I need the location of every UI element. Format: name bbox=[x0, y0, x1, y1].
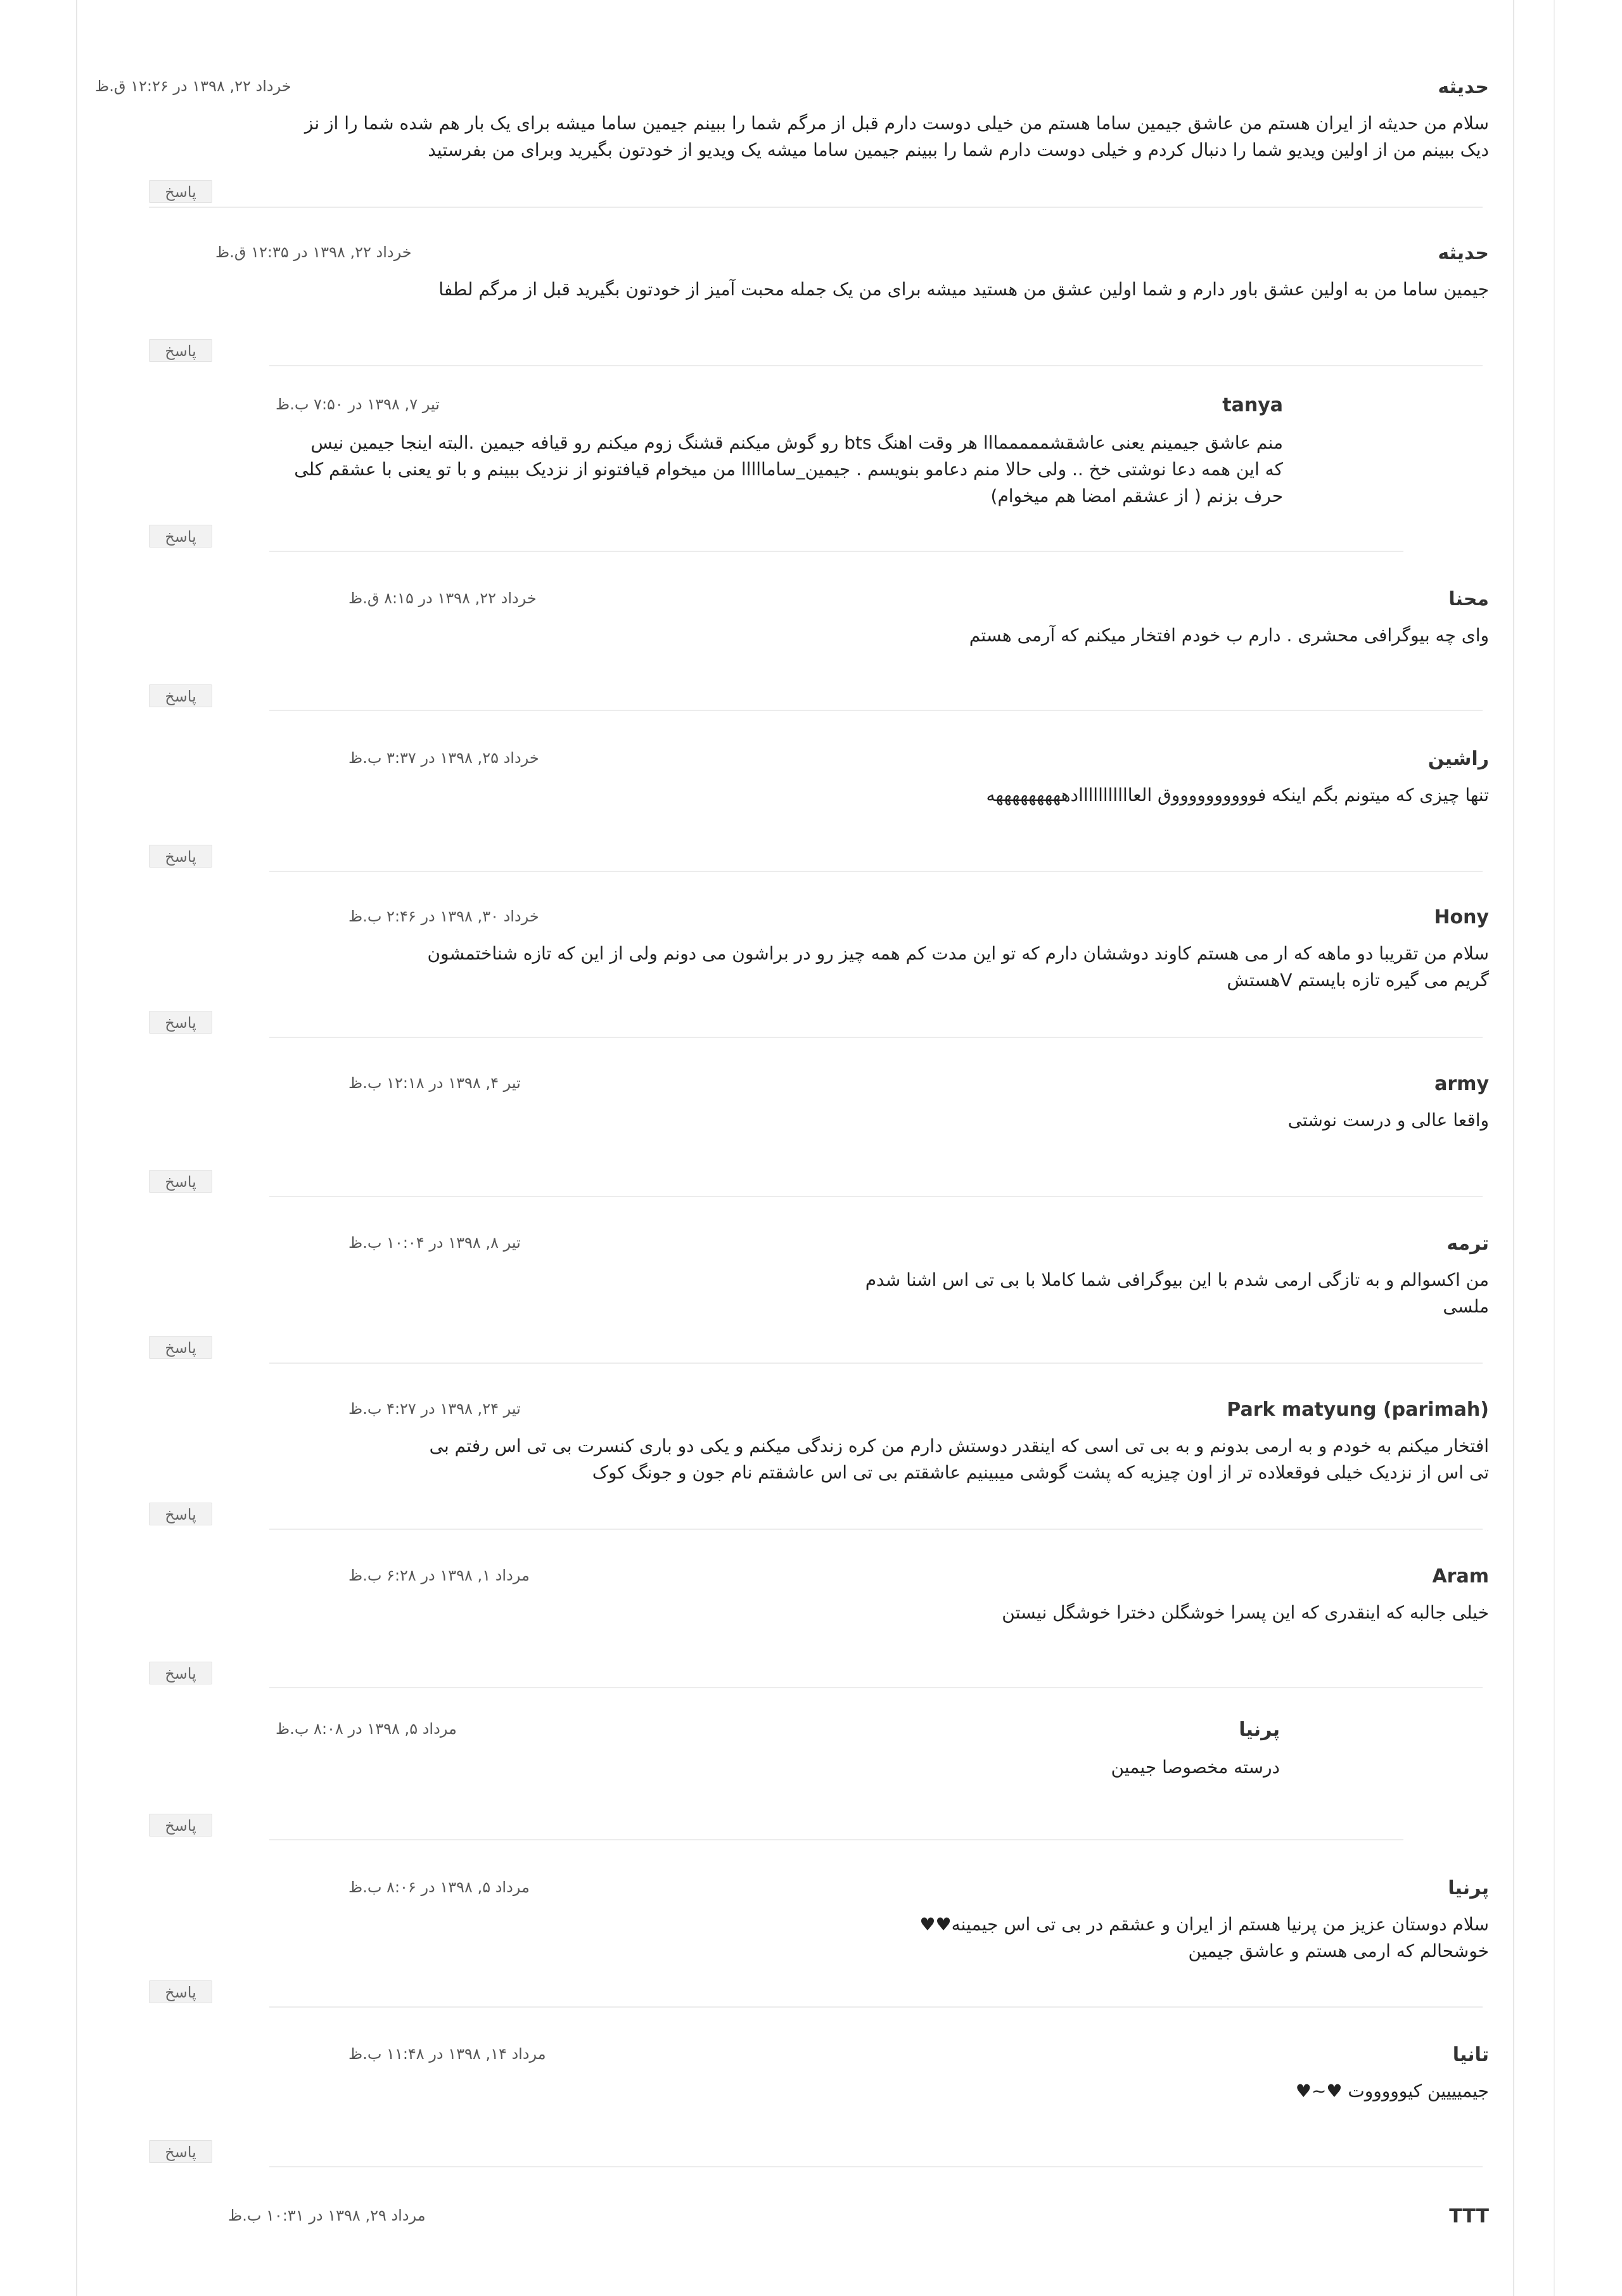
right-border bbox=[1513, 0, 1514, 2296]
comment-date[interactable]: مرداد ۱, ۱۳۹۸ در ۶:۲۸ ب.ظ bbox=[348, 1567, 530, 1584]
comment-body bbox=[1296, 2078, 1489, 2105]
reply-button[interactable]: پاسخ bbox=[149, 525, 212, 548]
comment-line: منم عاشق جیمینم یعنی عاشقشمممممااا هر وقت اهنگ bts رو گوش میکنم قشنگ زوم میکنم رو قیافه جیمین .البته اینجا جیمین نیس bbox=[310, 432, 1283, 453]
comment-line: افتخار میکنم به خودم و به ارمی بدونم و به بی تی اسی که اینقدر دوستش دارم من کره زندگی میکنم و یکی دو باری کنسرت بی تی اس رفتم بی bbox=[429, 1435, 1489, 1456]
comment-separator bbox=[269, 551, 1403, 552]
comment-body bbox=[427, 940, 1489, 994]
comment-line: که این همه دعا نوشتی خخ .. ولی حالا منم دعامو بنویسم . جیمین_سامااااا من میخوام قیافتونو از نزدیک ببینم و با تو یعنی با عشقم کلی bbox=[294, 459, 1283, 480]
reply-button[interactable]: پاسخ bbox=[149, 1503, 212, 1525]
comment-date[interactable]: تیر ۷, ۱۳۹۸ در ۷:۵۰ ب.ظ bbox=[276, 395, 440, 413]
comment-separator bbox=[269, 1529, 1483, 1530]
comment-line: جیمیییین کیوووووت ♥~♥ bbox=[1295, 2081, 1489, 2101]
comment-author: Park matyung (parimah) bbox=[1227, 1399, 1489, 1421]
reply-button[interactable]: پاسخ bbox=[149, 1814, 212, 1837]
comment-body bbox=[1002, 1600, 1489, 1626]
comment-separator bbox=[269, 2006, 1483, 2008]
left-border bbox=[76, 0, 77, 2296]
comment-line: خوشحالم که ارمی هستم و عاشق جیمین bbox=[1188, 1940, 1489, 1961]
comment-date[interactable]: خرداد ۲۵, ۱۳۹۸ در ۳:۳۷ ب.ظ bbox=[348, 749, 539, 767]
comment-line: سلام دوستان عزیز من پرنیا هستم از ایران و عشقم در بی تی اس جیمینه♥♥ bbox=[919, 1914, 1489, 1935]
comment-date[interactable]: خرداد ۲۲, ۱۳۹۸ در ۱۲:۲۶ ق.ظ bbox=[95, 77, 291, 95]
comment-body bbox=[865, 1267, 1489, 1320]
reply-button[interactable]: پاسخ bbox=[149, 684, 212, 707]
comment-line: وای چه بیوگرافی محشری . دارم ب خودم افتخار میکنم که آرمی هستم bbox=[969, 625, 1489, 646]
comment-author: army bbox=[1434, 1073, 1489, 1095]
comment-separator bbox=[269, 1363, 1483, 1364]
comment-separator bbox=[269, 871, 1483, 872]
comment-body bbox=[430, 1433, 1489, 1486]
comment-line: درسته مخصوصا جیمین bbox=[1111, 1757, 1280, 1778]
comment-line: سلام من حدیثه از ایران هستم من عاشق جیمین ساما هستم من خیلی دوست دارم قبل از مرگم شما را ببینم جیمین ساما میشه برای یک بار هم شده شما را از نز bbox=[304, 113, 1489, 134]
comment-line: تی اس از نزدیک خیلی فوقعلاده تر از اون چیزیه که پشت گوشی میبینیم عاشقتم بی تی اس عاشقتم نام جون و جونگ کوک bbox=[592, 1462, 1489, 1483]
comment-date[interactable]: مرداد ۲۹, ۱۳۹۸ در ۱۰:۳۱ ب.ظ bbox=[228, 2207, 426, 2224]
comment-line: من اکسوالم و به تازگی ارمی شدم با این بیوگرافی شما کاملا با بی تی اس اشنا شدم bbox=[865, 1269, 1489, 1290]
comment-date[interactable]: خرداد ۲۲, ۱۳۹۸ در ۱۲:۳۵ ق.ظ bbox=[215, 243, 412, 261]
comment-separator bbox=[149, 207, 1483, 208]
comment-author: TTT bbox=[1449, 2205, 1489, 2228]
comment-line: تنها چیزی که میتونم بگم اینکه فووووووووووق العااااااااااادهههههههههه bbox=[986, 785, 1489, 805]
comment-author: Aram bbox=[1432, 1565, 1489, 1587]
reply-button[interactable]: پاسخ bbox=[149, 339, 212, 362]
reply-button[interactable]: پاسخ bbox=[149, 1011, 212, 1034]
comment-line: جیمین ساما من به اولین عشق باور دارم و شما اولین عشق من هستید میشه برای من یک جمله محبت آمیز از خودتون بگیرید قبل از مرگم لطفا bbox=[438, 279, 1489, 300]
comment-separator bbox=[269, 1687, 1483, 1688]
comment-line: حرف بزنم ( از عشقم امضا هم میخوام) bbox=[990, 485, 1283, 506]
right-outer-border bbox=[1554, 0, 1555, 2296]
comment-separator bbox=[269, 710, 1483, 711]
comment-date[interactable]: مرداد ۵, ۱۳۹۸ در ۸:۰۶ ب.ظ bbox=[348, 1878, 530, 1896]
comment-date[interactable]: تیر ۸, ۱۳۹۸ در ۱۰:۰۴ ب.ظ bbox=[348, 1234, 521, 1252]
comment-separator bbox=[269, 2166, 1483, 2167]
comment-author: پرنیا bbox=[1239, 1719, 1280, 1741]
comment-date[interactable]: تیر ۴, ۱۳۹۸ در ۱۲:۱۸ ب.ظ bbox=[348, 1074, 521, 1092]
reply-button[interactable]: پاسخ bbox=[149, 2140, 212, 2163]
comment-date[interactable]: تیر ۲۴, ۱۳۹۸ در ۴:۲۷ ب.ظ bbox=[348, 1400, 521, 1418]
comment-author: پرنیا bbox=[1448, 1877, 1489, 1899]
comment-line: دیک ببینم من از اولین ویدیو شما را دنبال کردم و خیلی دوست دارم شما را ببینم جیمین ساما میشه یک ویدیو از خودتون بگیرید وبرای من بفرستید bbox=[428, 139, 1489, 160]
comment-body bbox=[294, 430, 1283, 510]
reply-button[interactable]: پاسخ bbox=[149, 1980, 212, 2003]
comment-author: تانیا bbox=[1452, 2044, 1489, 2066]
comment-body bbox=[969, 622, 1489, 649]
comment-body bbox=[1111, 1754, 1280, 1781]
comment-body bbox=[438, 276, 1489, 303]
comment-body bbox=[1288, 1107, 1489, 1134]
comment-date[interactable]: خرداد ۳۰, ۱۳۹۸ در ۲:۴۶ ب.ظ bbox=[348, 907, 539, 925]
comment-date[interactable]: مرداد ۵, ۱۳۹۸ در ۸:۰۸ ب.ظ bbox=[276, 1720, 457, 1738]
comment-author: ترمه bbox=[1446, 1233, 1489, 1255]
comment-date[interactable]: خرداد ۲۲, ۱۳۹۸ در ۸:۱۵ ق.ظ bbox=[348, 589, 537, 607]
reply-button[interactable]: پاسخ bbox=[149, 1170, 212, 1193]
comment-body bbox=[986, 782, 1489, 809]
comment-line: سلام من تقریبا دو ماهه که ار می هستم کاوند دوششان دارم که تو این مدت کم همه چیز رو در براشون می دونم ولی از این که تازه شناختمشون bbox=[427, 943, 1489, 964]
comment-date[interactable]: مرداد ۱۴, ۱۳۹۸ در ۱۱:۴۸ ب.ظ bbox=[348, 2045, 546, 2063]
comment-separator bbox=[269, 1037, 1483, 1038]
comment-line: خیلی جالبه که اینقدری که این پسرا خوشگلن دخترا خوشگل نیستن bbox=[1002, 1602, 1489, 1623]
comment-author: حدیثه bbox=[1438, 242, 1489, 264]
reply-button[interactable]: پاسخ bbox=[149, 180, 212, 203]
comment-body bbox=[919, 1911, 1489, 1965]
comment-separator bbox=[269, 365, 1483, 366]
comment-author: Hony bbox=[1434, 906, 1489, 928]
reply-button[interactable]: پاسخ bbox=[149, 1336, 212, 1359]
comment-separator bbox=[269, 1196, 1483, 1197]
comment-line: واقعا عالی و درست نوشتی bbox=[1287, 1110, 1489, 1131]
reply-button[interactable]: پاسخ bbox=[149, 1662, 212, 1684]
comment-line: ملسی bbox=[1443, 1296, 1489, 1317]
comment-separator bbox=[269, 1839, 1403, 1840]
comment-author: حدیثه bbox=[1438, 76, 1489, 98]
comment-author: راشین bbox=[1427, 748, 1489, 770]
comment-author: tanya bbox=[1222, 394, 1283, 416]
comment-author: محنا bbox=[1448, 588, 1489, 610]
reply-button[interactable]: پاسخ bbox=[149, 845, 212, 868]
comment-line: گریم می گیره تازه بایستم Vهستش bbox=[1227, 970, 1489, 991]
comment-body bbox=[305, 110, 1489, 164]
